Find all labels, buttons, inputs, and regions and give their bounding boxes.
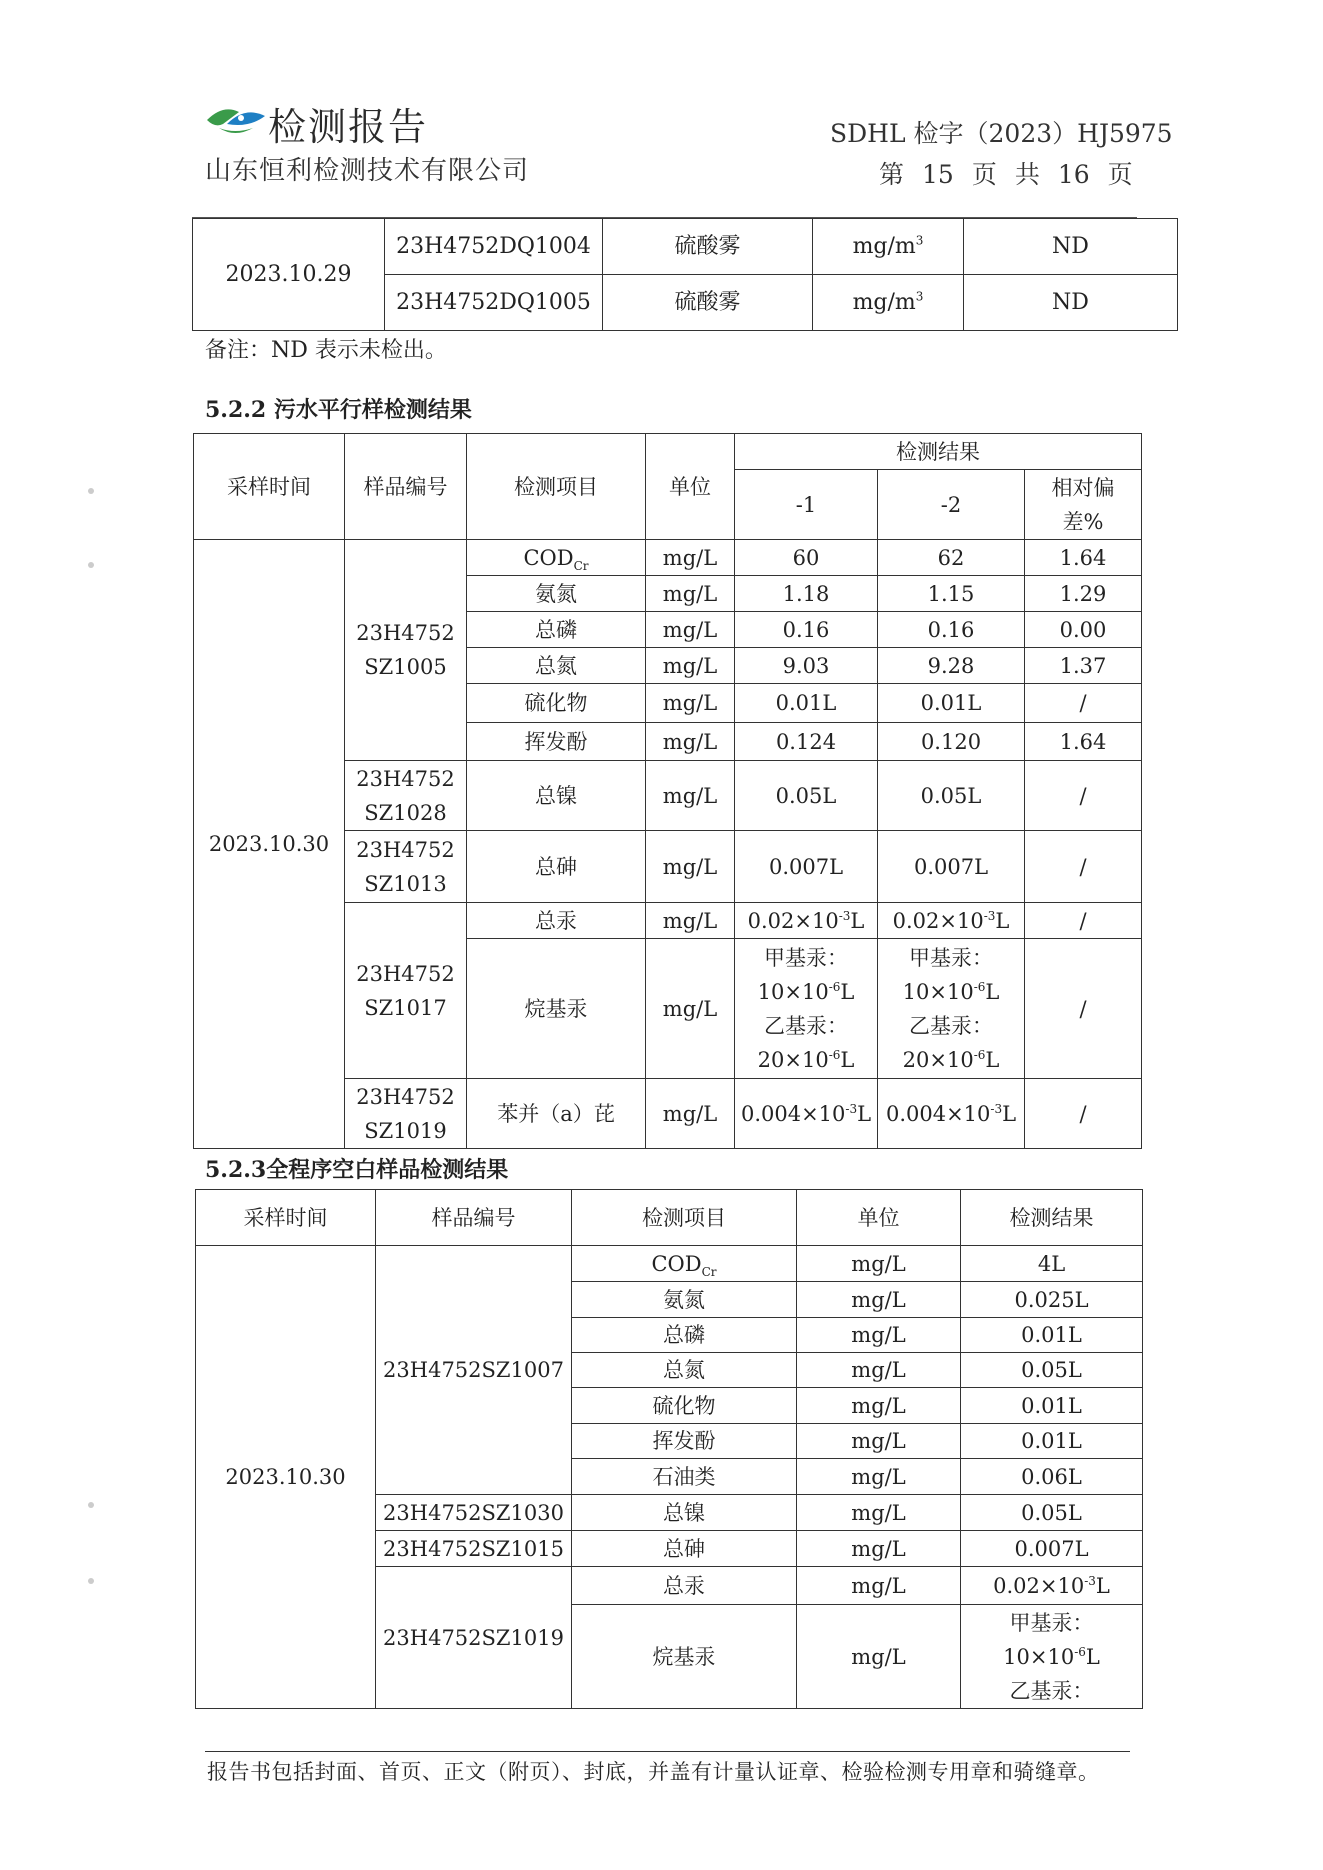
result: 0.06L [961,1459,1143,1495]
test-item: 总氮 [572,1353,797,1388]
report-code: SDHL 检字（2023）HJ5975 [830,119,1173,148]
sample-id: 23H4752 SZ1005 [345,540,467,761]
unit: mg/L [797,1318,961,1353]
footer-divider [205,1751,1130,1752]
result-1: $0.02\times 10^{-3}L$ [735,903,878,939]
col-header-unit: 单位 [646,434,735,540]
test-item: $COD_{Cr}$ [467,540,646,576]
sampling-date: 2023.10.30 [196,1246,376,1709]
result-2: $0.004\times 10^{-3}L$ [878,1079,1025,1149]
result: 0.025L [961,1282,1143,1318]
page-number: 第 15 页 共 16 页 [879,160,1133,189]
result-2: 1.15 [878,576,1025,612]
col-header-time: 采样时间 [194,434,345,540]
binding-hole [88,488,94,494]
relative-deviation: / [1025,831,1142,903]
result: 0.01L [961,1388,1143,1424]
report-title: 检测报告 [268,105,429,149]
result: 0.01L [961,1424,1143,1459]
binding-hole [88,1502,94,1508]
test-item: 总砷 [572,1531,797,1567]
sample-id: 23H4752SZ1007 [376,1246,572,1495]
table-row [193,219,1178,275]
relative-deviation: / [1025,684,1142,723]
col-header-r1: -1 [735,470,878,540]
relative-deviation: / [1025,939,1142,1079]
sample-id: 23H4752 SZ1017 [345,903,467,1079]
unit: mg/L [797,1353,961,1388]
result-2: 62 [878,540,1025,576]
relative-deviation: 0.00 [1025,612,1142,648]
test-item: 硫酸雾 [603,275,813,331]
result-2: 0.007L [878,831,1025,903]
unit: mg/L [646,1079,735,1149]
unit: mg/L [797,1246,961,1282]
unit: $mg/m^3$ [813,275,964,331]
col-header-result: 检测结果 [735,434,1142,470]
relative-deviation: 1.37 [1025,648,1142,684]
col-header-sample: 样品编号 [345,434,467,540]
sample-id: 23H4752 SZ1028 [345,761,467,831]
sample-id: 23H4752SZ1015 [376,1531,572,1567]
test-item: 总磷 [467,612,646,648]
test-item: 总砷 [467,831,646,903]
unit: mg/L [797,1567,961,1605]
test-item: 石油类 [572,1459,797,1495]
result: ND [964,219,1178,275]
unit: mg/L [646,761,735,831]
unit: mg/L [646,576,735,612]
result: 0.05L [961,1353,1143,1388]
test-item: 总磷 [572,1318,797,1353]
parallel-sample-table [193,433,1142,1149]
unit: mg/L [646,684,735,723]
binding-hole [88,562,94,568]
sample-id: 23H4752DQ1004 [385,219,603,275]
sampling-date: 2023.10.30 [194,540,345,1149]
relative-deviation: 1.64 [1025,540,1142,576]
test-item: $COD_{Cr}$ [572,1246,797,1282]
test-item: 氨氮 [467,576,646,612]
sample-id: 23H4752DQ1005 [385,275,603,331]
test-item: 总汞 [572,1567,797,1605]
relative-deviation: 1.64 [1025,723,1142,761]
test-item: 硫酸雾 [603,219,813,275]
unit: mg/L [797,1282,961,1318]
test-item: 硫化物 [467,684,646,723]
result: 0.007L [961,1531,1143,1567]
header-row [194,434,1142,470]
result-2: 0.01L [878,684,1025,723]
result-2: 0.16 [878,612,1025,648]
unit: mg/L [797,1388,961,1424]
result-1: 0.007L [735,831,878,903]
result-1: 60 [735,540,878,576]
relative-deviation: / [1025,903,1142,939]
table-row [196,1246,1143,1282]
result: $0.02\times 10^{-3}L$ [961,1567,1143,1605]
table-row [194,540,1142,576]
test-item: 烷基汞 [467,939,646,1079]
test-item: 硫化物 [572,1388,797,1424]
unit: mg/L [646,903,735,939]
unit: mg/L [797,1424,961,1459]
unit: mg/L [646,540,735,576]
unit: mg/L [646,939,735,1079]
sampling-date: 2023.10.29 [193,219,385,331]
test-item: 挥发酚 [467,723,646,761]
unit: mg/L [646,723,735,761]
col-header-time: 采样时间 [196,1190,376,1246]
result-1: 0.05L [735,761,878,831]
sample-id: 23H4752SZ1030 [376,1495,572,1531]
relative-deviation: / [1025,761,1142,831]
unit: mg/L [797,1605,961,1709]
result-1: 9.03 [735,648,878,684]
test-item: 烷基汞 [572,1605,797,1709]
result-1: 甲基汞： $10\times 10^{-6}L$ 乙基汞： $20\times 10^{-6}L$ [735,939,878,1079]
binding-hole [88,1578,94,1584]
sample-id: 23H4752 SZ1019 [345,1079,467,1149]
result-2: 甲基汞： $10\times 10^{-6}L$ 乙基汞： $20\times 10^{-6}L$ [878,939,1025,1079]
col-header-rd: 相对偏差% [1025,470,1142,540]
section-title-522: 5.2.2 污水平行样检测结果 [205,397,472,423]
col-header-result: 检测结果 [961,1190,1143,1246]
sample-id: 23H4752 SZ1013 [345,831,467,903]
unit: mg/L [646,831,735,903]
result-1: 0.16 [735,612,878,648]
result-1: 0.01L [735,684,878,723]
col-header-sample: 样品编号 [376,1190,572,1246]
test-item: 总汞 [467,903,646,939]
test-item: 总氮 [467,648,646,684]
test-item: 氨氮 [572,1282,797,1318]
company-logo [205,98,267,138]
result: 0.05L [961,1495,1143,1531]
table-note: 备注：ND 表示未检出。 [205,338,447,363]
col-header-item: 检测项目 [467,434,646,540]
result-2: 9.28 [878,648,1025,684]
result: 4L [961,1246,1143,1282]
relative-deviation: 1.29 [1025,576,1142,612]
result: 甲基汞： $10\times 10^{-6}L$ 乙基汞： [961,1605,1143,1709]
unit: mg/L [797,1495,961,1531]
col-header-unit: 单位 [797,1190,961,1246]
result-2: $0.02\times 10^{-3}L$ [878,903,1025,939]
result: 0.01L [961,1318,1143,1353]
result-2: 0.05L [878,761,1025,831]
company-name: 山东恒利检测技术有限公司 [205,156,530,186]
result: ND [964,275,1178,331]
header-row [196,1190,1143,1246]
relative-deviation: / [1025,1079,1142,1149]
result-1: $0.004\times 10^{-3}L$ [735,1079,878,1149]
unit: mg/L [646,612,735,648]
result-2: 0.120 [878,723,1025,761]
result-1: 0.124 [735,723,878,761]
test-item: 总镍 [572,1495,797,1531]
result-1: 1.18 [735,576,878,612]
continued-results-table [192,218,1178,331]
unit: mg/L [646,648,735,684]
col-header-r2: -2 [878,470,1025,540]
section-title-523: 5.2.3全程序空白样品检测结果 [205,1157,509,1183]
test-item: 苯并（a）芘 [467,1079,646,1149]
test-item: 挥发酚 [572,1424,797,1459]
blank-sample-table [195,1189,1143,1709]
unit: mg/L [797,1459,961,1495]
col-header-item: 检测项目 [572,1190,797,1246]
unit: $mg/m^3$ [813,219,964,275]
unit: mg/L [797,1531,961,1567]
sample-id: 23H4752SZ1019 [376,1567,572,1709]
test-item: 总镍 [467,761,646,831]
footer-text: 报告书包括封面、首页、正文（附页）、封底，并盖有计量认证章、检验检测专用章和骑缝章。 [207,1760,1100,1784]
